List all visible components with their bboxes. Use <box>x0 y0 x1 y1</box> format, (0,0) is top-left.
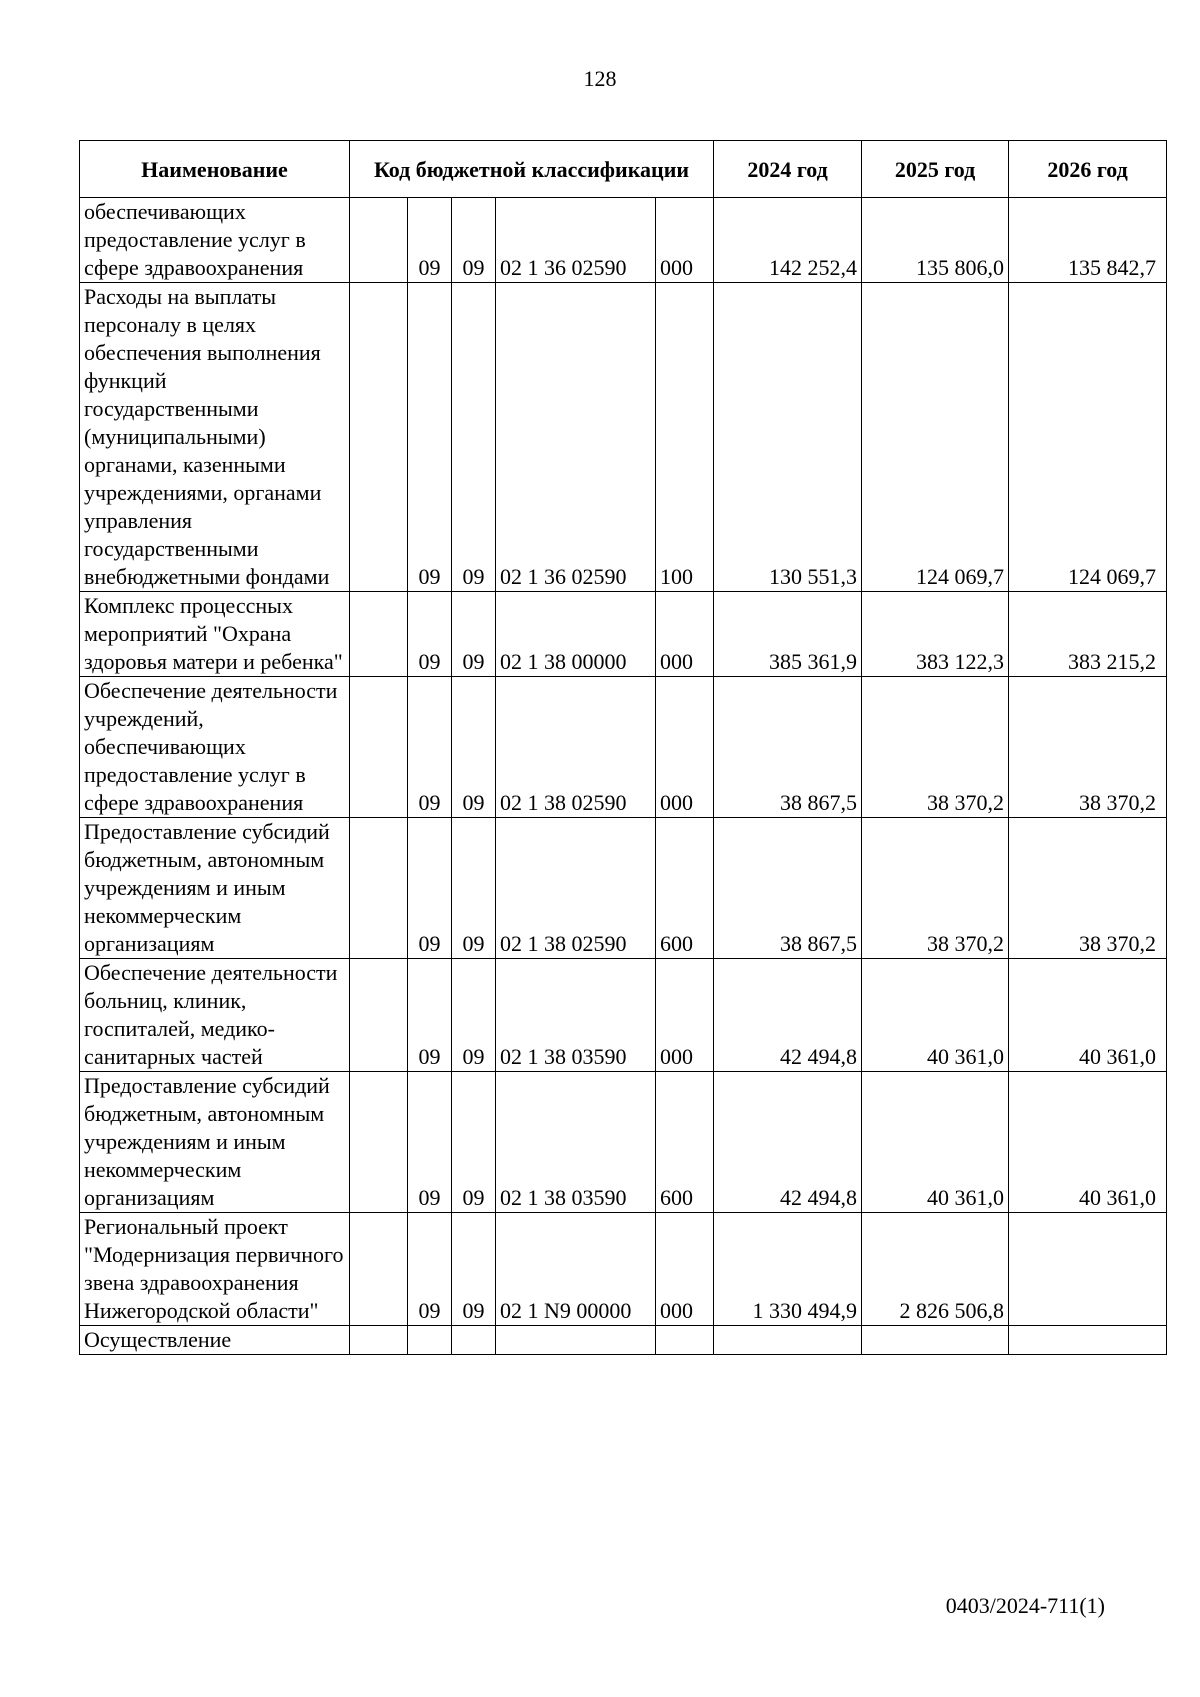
amount-2026: 135 842,7 <box>1009 198 1167 283</box>
amount-2026: 40 361,0 <box>1009 1072 1167 1213</box>
table-row <box>80 1326 1167 1355</box>
table-header-row <box>80 141 1167 198</box>
amount-2024: 1 330 494,9 <box>714 1213 862 1326</box>
amount-2026: 383 215,2 <box>1009 592 1167 677</box>
blank-cell <box>350 1072 408 1213</box>
header-2024: 2024 год <box>714 141 862 198</box>
amount-2024: 42 494,8 <box>714 959 862 1072</box>
row-name: Предоставление субсидий бюджетным, автономным учреждениям и иным некоммерческим организациям <box>80 818 350 959</box>
section-code: 09 <box>408 1072 452 1213</box>
document-code: 0403/2024-711(1) <box>945 1593 1105 1618</box>
amount-2024: 385 361,9 <box>714 592 862 677</box>
expense-type-code: 000 <box>656 1213 714 1326</box>
page-number: 128 <box>583 66 617 91</box>
blank-cell <box>350 818 408 959</box>
target-article-code: 02 1 36 02590 <box>496 198 656 283</box>
subsection-code <box>452 1326 496 1355</box>
amount-2024: 142 252,4 <box>714 198 862 283</box>
row-name: Обеспечение деятельности учреждений, обеспечивающих предоставление услуг в сфере здравоохранения <box>80 677 350 818</box>
amount-2024: 130 551,3 <box>714 283 862 592</box>
table-row <box>80 283 1167 592</box>
table-row <box>80 959 1167 1072</box>
target-article-code: 02 1 38 00000 <box>496 592 656 677</box>
target-article-code: 02 1 38 03590 <box>496 1072 656 1213</box>
amount-2025: 40 361,0 <box>862 1072 1009 1213</box>
table-row <box>80 677 1167 818</box>
amount-2026 <box>1009 1213 1167 1326</box>
amount-2026: 38 370,2 <box>1009 677 1167 818</box>
amount-2024 <box>714 1326 862 1355</box>
amount-2026: 40 361,0 <box>1009 959 1167 1072</box>
section-code <box>408 1326 452 1355</box>
target-article-code <box>496 1326 656 1355</box>
section-code: 09 <box>408 283 452 592</box>
target-article-code: 02 1 38 03590 <box>496 959 656 1072</box>
section-code: 09 <box>408 959 452 1072</box>
blank-cell <box>350 198 408 283</box>
section-code: 09 <box>408 198 452 283</box>
table-row <box>80 592 1167 677</box>
subsection-code: 09 <box>452 1213 496 1326</box>
subsection-code: 09 <box>452 677 496 818</box>
row-name: Расходы на выплаты персоналу в целях обеспечения выполнения функций государственными (муниципальными) органами, казенными учреждениями, органами управления государственными внебюджетными фондами <box>80 283 350 592</box>
section-code: 09 <box>408 818 452 959</box>
amount-2026: 124 069,7 <box>1009 283 1167 592</box>
blank-cell <box>350 1326 408 1355</box>
target-article-code: 02 1 36 02590 <box>496 283 656 592</box>
amount-2025: 38 370,2 <box>862 818 1009 959</box>
expense-type-code: 600 <box>656 818 714 959</box>
amount-2026: 38 370,2 <box>1009 818 1167 959</box>
blank-cell <box>350 592 408 677</box>
amount-2025: 38 370,2 <box>862 677 1009 818</box>
amount-2026 <box>1009 1326 1167 1355</box>
subsection-code: 09 <box>452 592 496 677</box>
subsection-code: 09 <box>452 1072 496 1213</box>
blank-cell <box>350 959 408 1072</box>
table-row <box>80 1072 1167 1213</box>
amount-2024: 42 494,8 <box>714 1072 862 1213</box>
blank-cell <box>350 1213 408 1326</box>
target-article-code: 02 1 38 02590 <box>496 818 656 959</box>
row-name: обеспечивающих предоставление услуг в сфере здравоохранения <box>80 198 350 283</box>
table-row <box>80 1213 1167 1326</box>
subsection-code: 09 <box>452 198 496 283</box>
amount-2025 <box>862 1326 1009 1355</box>
row-name: Региональный проект "Модернизация первичного звена здравоохранения Нижегородской области" <box>80 1213 350 1326</box>
header-name: Наименование <box>80 141 350 198</box>
amount-2025: 124 069,7 <box>862 283 1009 592</box>
budget-table <box>79 140 1167 1355</box>
subsection-code: 09 <box>452 818 496 959</box>
row-name: Осуществление <box>80 1326 350 1355</box>
table-row <box>80 198 1167 283</box>
expense-type-code: 100 <box>656 283 714 592</box>
expense-type-code <box>656 1326 714 1355</box>
section-code: 09 <box>408 677 452 818</box>
header-2025: 2025 год <box>862 141 1009 198</box>
section-code: 09 <box>408 592 452 677</box>
amount-2024: 38 867,5 <box>714 677 862 818</box>
subsection-code: 09 <box>452 959 496 1072</box>
expense-type-code: 000 <box>656 959 714 1072</box>
row-name: Комплекс процессных мероприятий "Охрана здоровья матери и ребенка" <box>80 592 350 677</box>
target-article-code: 02 1 N9 00000 <box>496 1213 656 1326</box>
amount-2025: 383 122,3 <box>862 592 1009 677</box>
expense-type-code: 000 <box>656 592 714 677</box>
amount-2025: 2 826 506,8 <box>862 1213 1009 1326</box>
table-row <box>80 818 1167 959</box>
expense-type-code: 000 <box>656 677 714 818</box>
expense-type-code: 000 <box>656 198 714 283</box>
header-code: Код бюджетной классификации <box>350 141 714 198</box>
amount-2025: 40 361,0 <box>862 959 1009 1072</box>
target-article-code: 02 1 38 02590 <box>496 677 656 818</box>
amount-2024: 38 867,5 <box>714 818 862 959</box>
section-code: 09 <box>408 1213 452 1326</box>
table-body <box>80 198 1167 1355</box>
row-name: Обеспечение деятельности больниц, клиник, госпиталей, медико-санитарных частей <box>80 959 350 1072</box>
amount-2025: 135 806,0 <box>862 198 1009 283</box>
header-2026: 2026 год <box>1009 141 1167 198</box>
expense-type-code: 600 <box>656 1072 714 1213</box>
blank-cell <box>350 677 408 818</box>
subsection-code: 09 <box>452 283 496 592</box>
blank-cell <box>350 283 408 592</box>
row-name: Предоставление субсидий бюджетным, автономным учреждениям и иным некоммерческим организациям <box>80 1072 350 1213</box>
